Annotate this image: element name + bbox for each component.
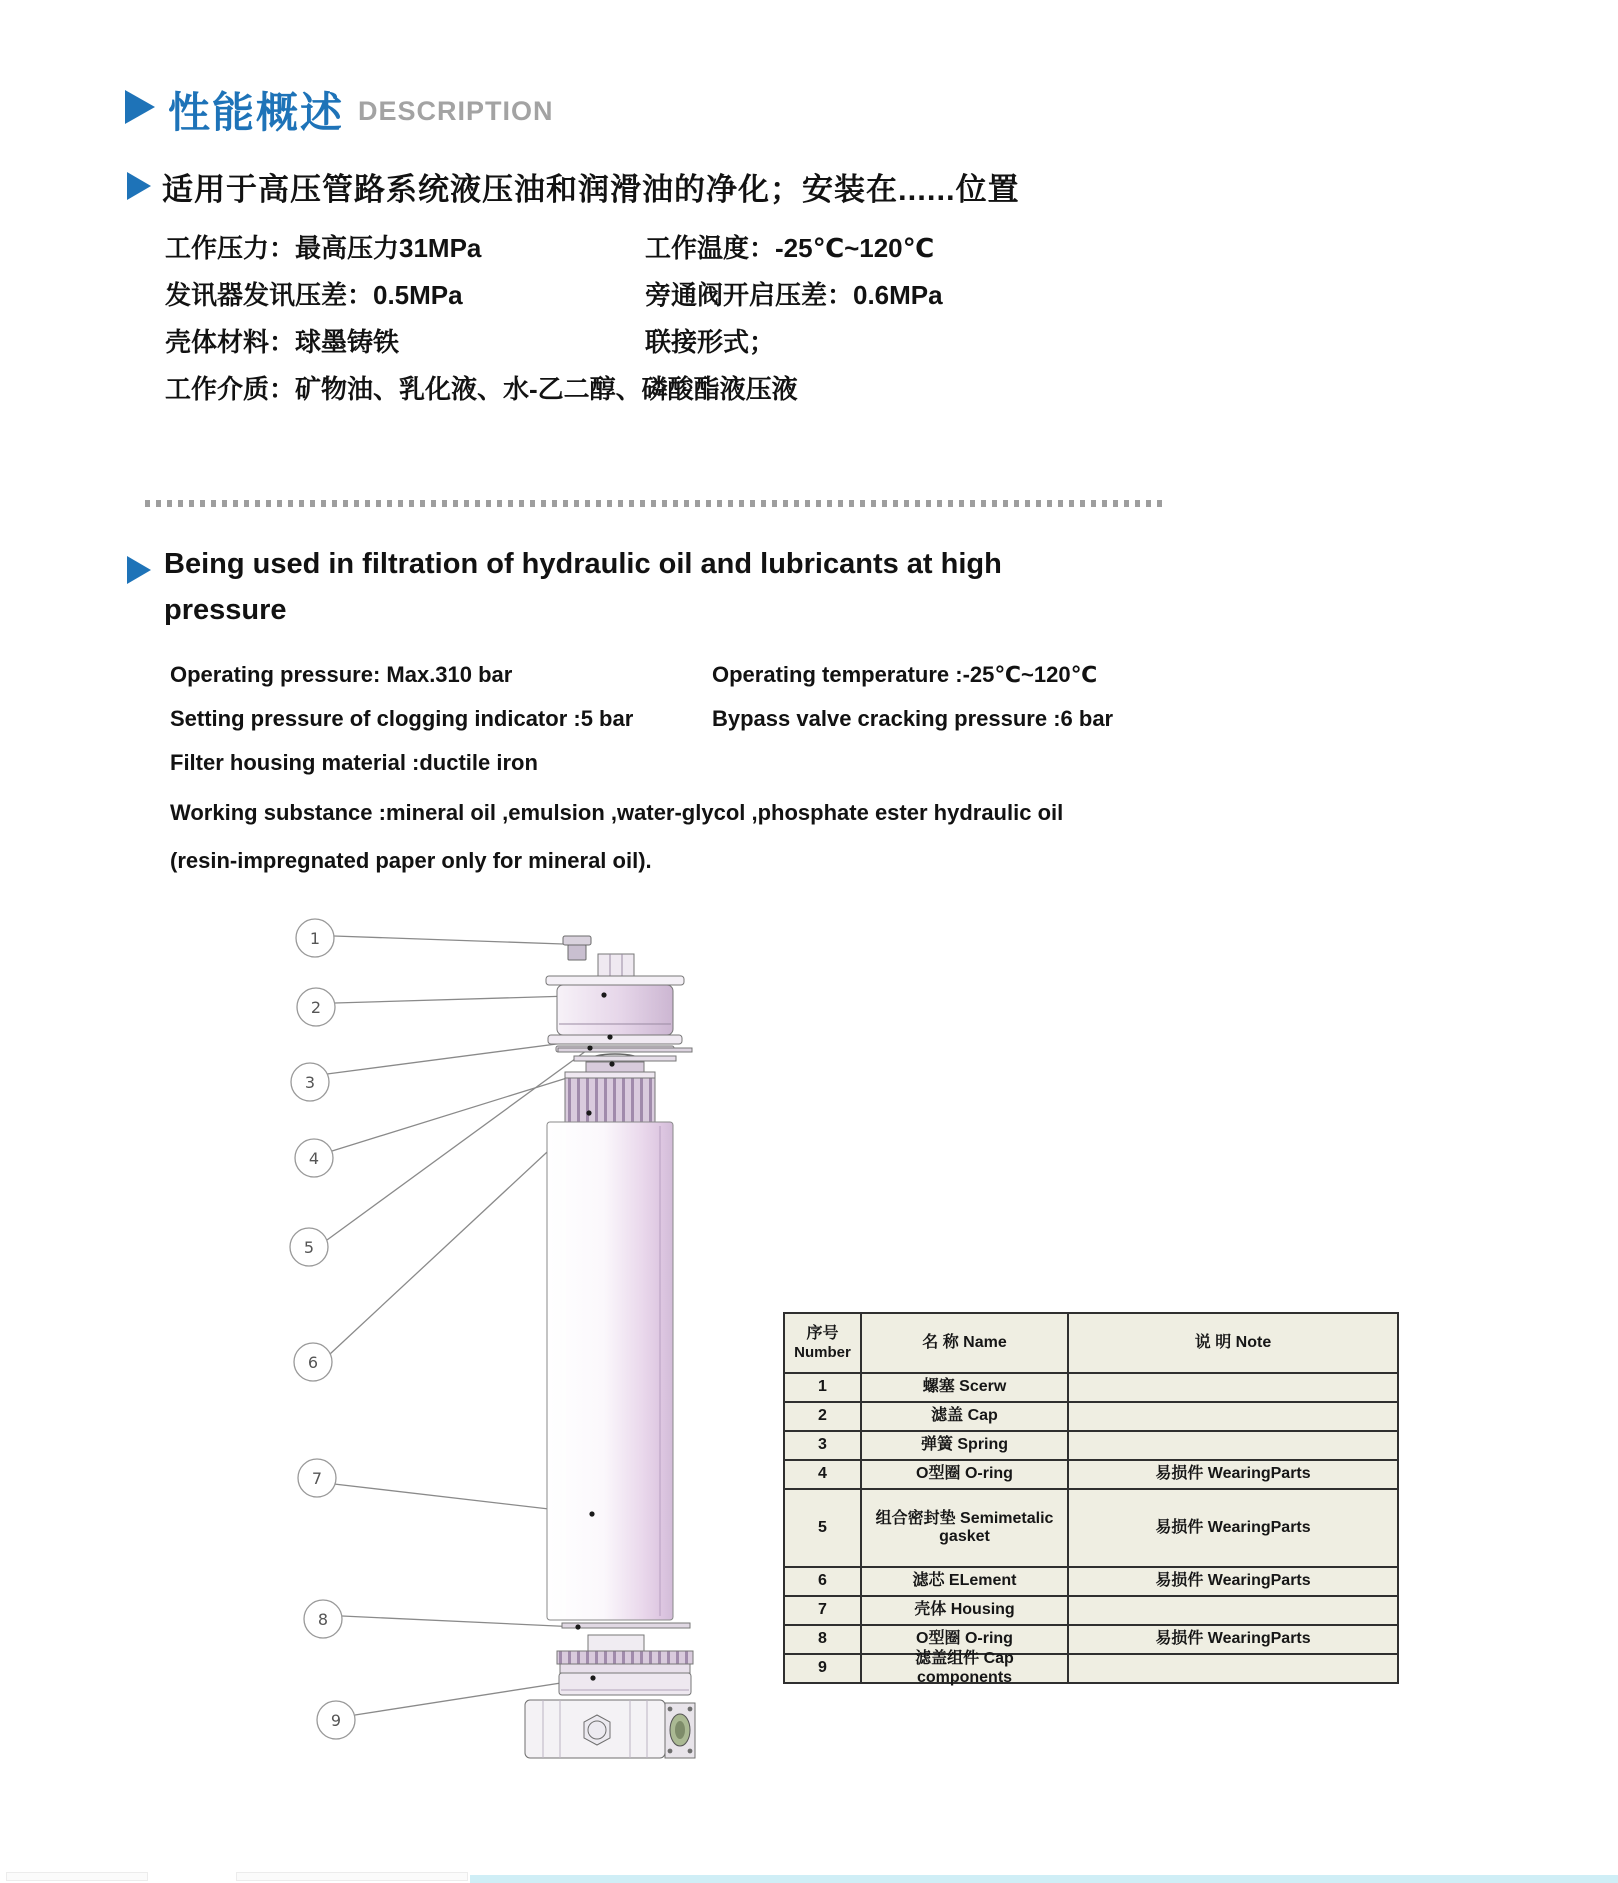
cell-number: 2 [818, 1407, 827, 1425]
cell-note: 易损件 WearingParts [1067, 1490, 1397, 1566]
cell-note: 易损件 WearingParts [1067, 1626, 1397, 1653]
cell-name: O型圈 O-ring [860, 1461, 1067, 1488]
callout-1: 1 [309, 929, 321, 948]
page-title-en: DESCRIPTION [358, 96, 554, 126]
en-spec-substance-note: (resin-impregnated paper only for mineral oil). [170, 848, 652, 873]
page-title-zh: 性能概述 [168, 89, 345, 136]
section-bullet-icon [125, 90, 155, 124]
cell-note [1067, 1403, 1397, 1430]
zh-spec-connection: 联接形式； [645, 327, 776, 357]
table-row [785, 1459, 1397, 1488]
filter-exploded-diagram [230, 900, 800, 1850]
zh-spec-bypass: 旁通阀开启压差：0.6MPa [645, 280, 943, 310]
screw-part [563, 936, 591, 960]
callout-6: 6 [307, 1353, 319, 1372]
zh-spec-material: 壳体材料：球墨铸铁 [165, 327, 400, 357]
cell-number: 1 [818, 1378, 827, 1396]
zh-spec-media: 工作介质：矿物油、乳化液、水-乙二醇、磷酸酯液压液 [165, 374, 798, 404]
callout-4: 4 [308, 1149, 320, 1168]
cell-name: 壳体 Housing [860, 1597, 1067, 1624]
en-spec-substance: Working substance :mineral oil ,emulsion ,water-glycol ,phosphate ester hydraulic oil [170, 800, 1064, 825]
zh-spec-pressure: 工作压力：最高压力31MPa [165, 233, 482, 263]
callout-2: 2 [310, 998, 322, 1017]
gasket-part [558, 1048, 692, 1072]
footer-smudge [236, 1872, 468, 1881]
cell-name: 组合密封垫 Semimetalic gasket [860, 1490, 1067, 1566]
zh-spec-temperature: 工作温度：-25℃~120℃ [645, 233, 935, 263]
zh-spec-indicator: 发讯器发讯压差：0.5MPa [165, 280, 463, 310]
parts-table-header [785, 1314, 1397, 1372]
parts-table [783, 1312, 1399, 1684]
cell-name: 滤芯 ELement [860, 1568, 1067, 1595]
section-bullet-icon [127, 556, 151, 584]
table-row [785, 1488, 1397, 1566]
col-note: 说 明 Note [1067, 1314, 1397, 1372]
zh-heading: 适用于高压管路系统液压油和润滑油的净化；安装在......位置 [162, 172, 1020, 207]
cell-number: 8 [818, 1630, 827, 1648]
cap-components-part [557, 1635, 693, 1695]
cell-number: 9 [818, 1659, 827, 1677]
section-bullet-icon [127, 172, 151, 200]
cell-name: 螺塞 Scerw [860, 1374, 1067, 1401]
table-row [785, 1430, 1397, 1459]
cell-name: 滤盖组件 Cap components [860, 1655, 1067, 1682]
element-part [565, 1072, 655, 1122]
col-number-en: Number [794, 1343, 851, 1361]
en-spec-material: Filter housing material :ductile iron [170, 750, 538, 775]
cell-name: 弹簧 Spring [860, 1432, 1067, 1459]
cell-number: 5 [818, 1518, 827, 1536]
cell-number: 3 [818, 1436, 827, 1454]
cell-note: 易损件 WearingParts [1067, 1461, 1397, 1488]
table-row [785, 1650, 1397, 1686]
o-ring-part [562, 1623, 690, 1628]
cell-number: 6 [818, 1572, 827, 1590]
en-spec-temperature: Operating temperature :-25℃~120℃ [712, 662, 1098, 687]
en-spec-bypass: Bypass valve cracking pressure :6 bar [712, 706, 1114, 731]
housing-part [547, 1122, 673, 1620]
en-spec-pressure: Operating pressure: Max.310 bar [170, 662, 513, 687]
callout-7: 7 [311, 1469, 323, 1488]
col-name: 名 称 Name [860, 1314, 1067, 1372]
footer-bar [470, 1875, 1618, 1883]
table-row [785, 1624, 1397, 1653]
cell-number: 7 [818, 1601, 827, 1619]
col-number-zh: 序号 [806, 1325, 839, 1343]
cell-note [1067, 1655, 1397, 1682]
cell-note: 易损件 WearingParts [1067, 1568, 1397, 1595]
callout-9: 9 [330, 1711, 342, 1730]
footer-smudge [6, 1872, 148, 1881]
cap-part [546, 954, 684, 1052]
callout-8: 8 [317, 1610, 329, 1629]
callout-5: 5 [303, 1238, 315, 1257]
cell-name: 滤盖 Cap [860, 1403, 1067, 1430]
en-heading-line2: pressure [164, 594, 287, 626]
cell-note [1067, 1597, 1397, 1624]
table-row [785, 1566, 1397, 1595]
table-row [785, 1372, 1397, 1401]
callout-3: 3 [304, 1073, 316, 1092]
table-row [785, 1595, 1397, 1624]
cell-note [1067, 1432, 1397, 1459]
cell-number: 4 [818, 1465, 827, 1483]
en-heading-line1: Being used in filtration of hydraulic oil and lubricants at high [164, 548, 1002, 580]
cell-name: O型圈 O-ring [860, 1626, 1067, 1653]
en-spec-indicator: Setting pressure of clogging indicator :5 bar [170, 706, 634, 731]
table-row [785, 1401, 1397, 1430]
cell-note [1067, 1374, 1397, 1401]
base-block [525, 1700, 695, 1758]
dotted-divider [145, 500, 1167, 507]
